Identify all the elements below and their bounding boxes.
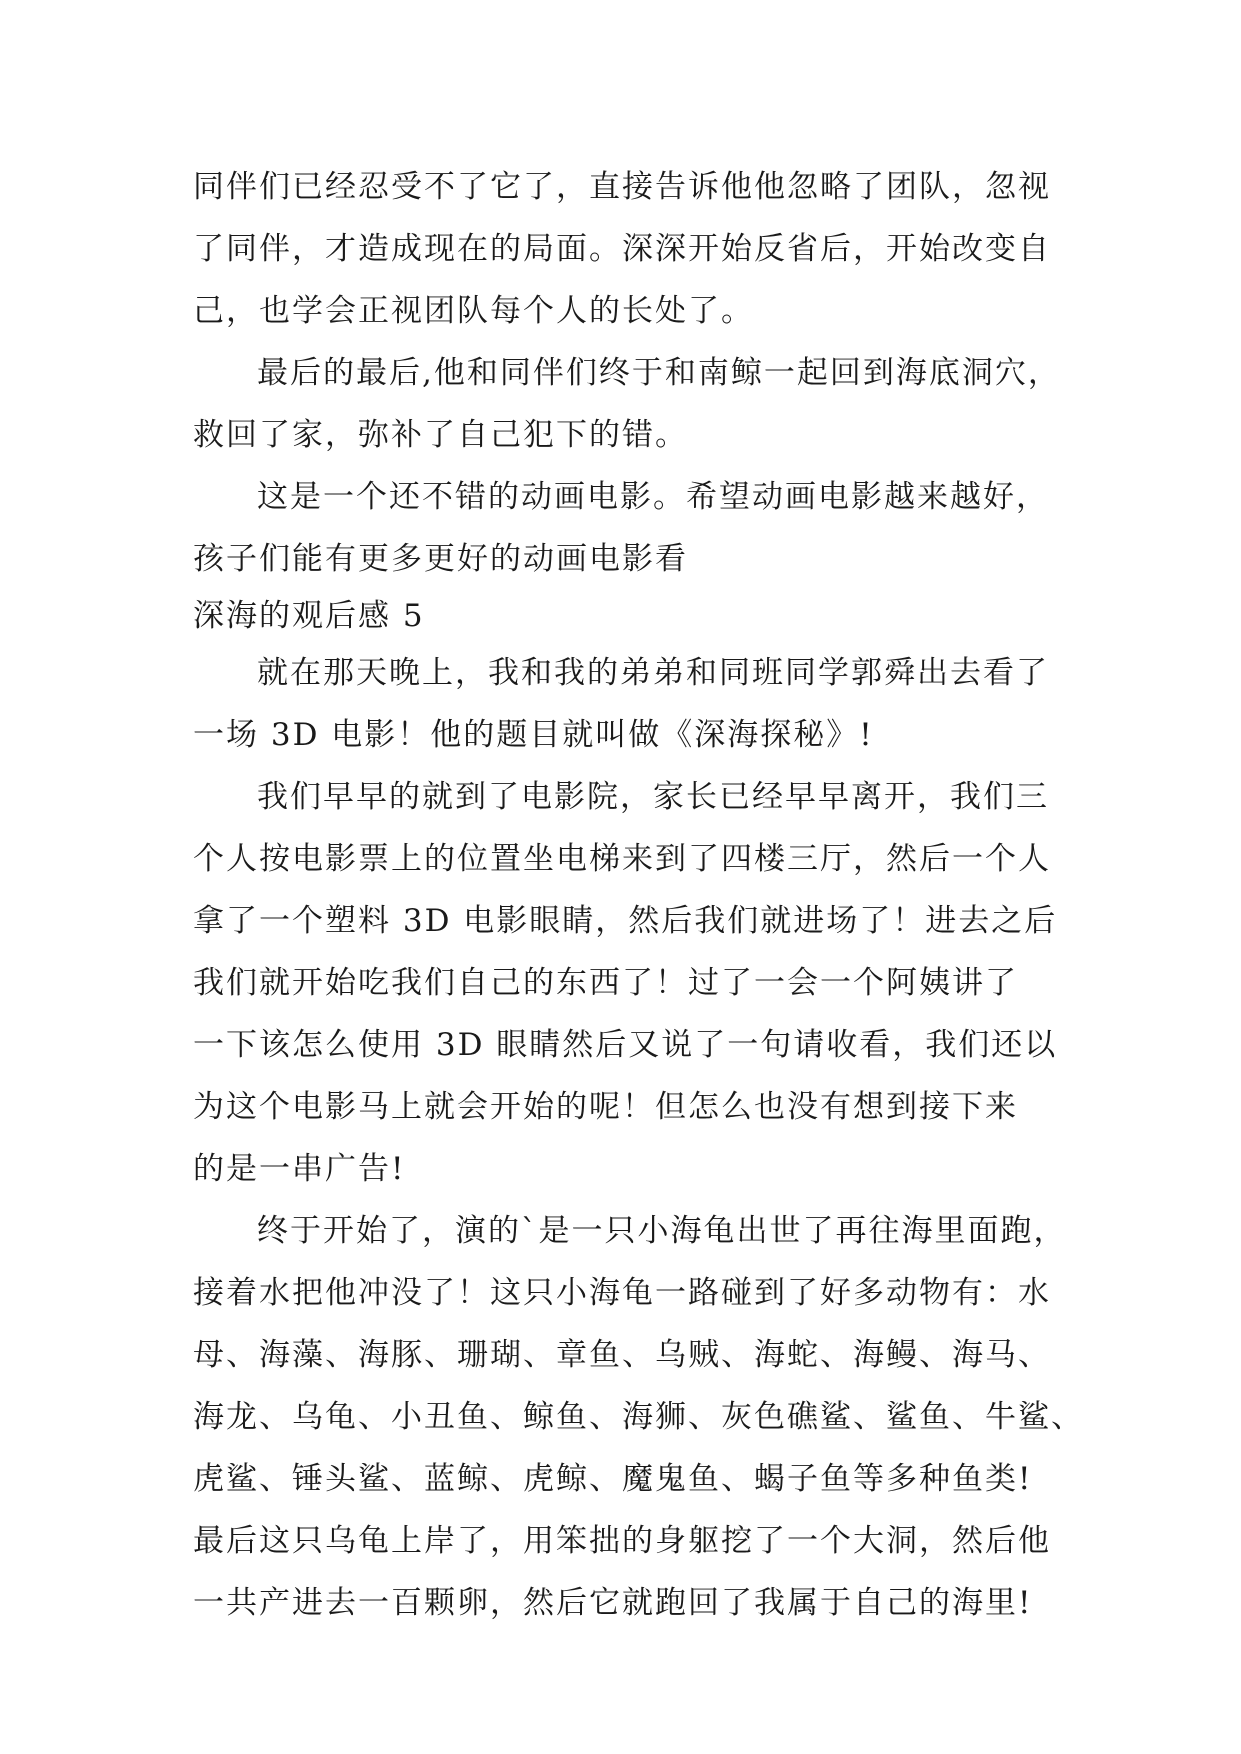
section-heading: 深海的观后感 5 xyxy=(193,598,425,634)
text-line: 拿了一个塑料 3D 电影眼睛，然后我们就进场了！进去之后 xyxy=(193,903,1058,939)
paragraph-start-line: 终于开始了，演的`是一只小海龟出世了再往海里面跑， xyxy=(257,1213,1067,1249)
text-line: 母、海藻、海豚、珊瑚、章鱼、乌贼、海蛇、海鳗、海马、 xyxy=(193,1337,1051,1373)
text-line: 个人按电影票上的位置坐电梯来到了四楼三厅，然后一个人 xyxy=(193,841,1051,877)
paragraph-start-line: 就在那天晚上，我和我的弟弟和同班同学郭舜出去看了 xyxy=(257,655,1049,691)
text-line: 救回了家，弥补了自己犯下的错。 xyxy=(193,417,688,453)
text-line: 为这个电影马上就会开始的呢！但怎么也没有想到接下来 xyxy=(193,1089,1018,1125)
text-line: 接着水把他冲没了！这只小海龟一路碰到了好多动物有：水 xyxy=(193,1275,1051,1311)
text-line: 我们就开始吃我们自己的东西了！过了一会一个阿姨讲了 xyxy=(193,965,1018,1001)
text-line: 一场 3D 电影！他的题目就叫做《深海探秘》! xyxy=(193,717,874,753)
document-body xyxy=(193,156,1084,1634)
text-line: 虎鲨、锤头鲨、蓝鲸、虎鲸、魔鬼鱼、蝎子鱼等多种鱼类! xyxy=(193,1461,1033,1497)
text-line: 一共产进去一百颗卵，然后它就跑回了我属于自己的海里! xyxy=(193,1585,1033,1621)
text-line: 了同伴，才造成现在的局面。深深开始反省后，开始改变自 xyxy=(193,231,1051,267)
text-line: 己，也学会正视团队每个人的长处了。 xyxy=(193,293,754,329)
text-line: 海龙、乌龟、小丑鱼、鲸鱼、海狮、灰色礁鲨、鲨鱼、牛鲨、 xyxy=(193,1399,1084,1435)
paragraph-start-line: 这是一个还不错的动画电影。希望动画电影越来越好， xyxy=(257,479,1049,515)
text-line: 最后这只乌龟上岸了，用笨拙的身躯挖了一个大洞，然后他 xyxy=(193,1523,1051,1559)
text-line: 的是一串广告! xyxy=(193,1151,406,1187)
paragraph-start-line: 最后的最后,他和同伴们终于和南鲸一起回到海底洞穴， xyxy=(257,355,1061,391)
text-line: 孩子们能有更多更好的动画电影看 xyxy=(193,541,688,577)
text-line: 同伴们已经忍受不了它了，直接告诉他他忽略了团队，忽视 xyxy=(193,169,1051,205)
paragraph-start-line: 我们早早的就到了电影院，家长已经早早离开，我们三 xyxy=(257,779,1049,815)
text-line: 一下该怎么使用 3D 眼睛然后又说了一句请收看，我们还以 xyxy=(193,1027,1058,1063)
